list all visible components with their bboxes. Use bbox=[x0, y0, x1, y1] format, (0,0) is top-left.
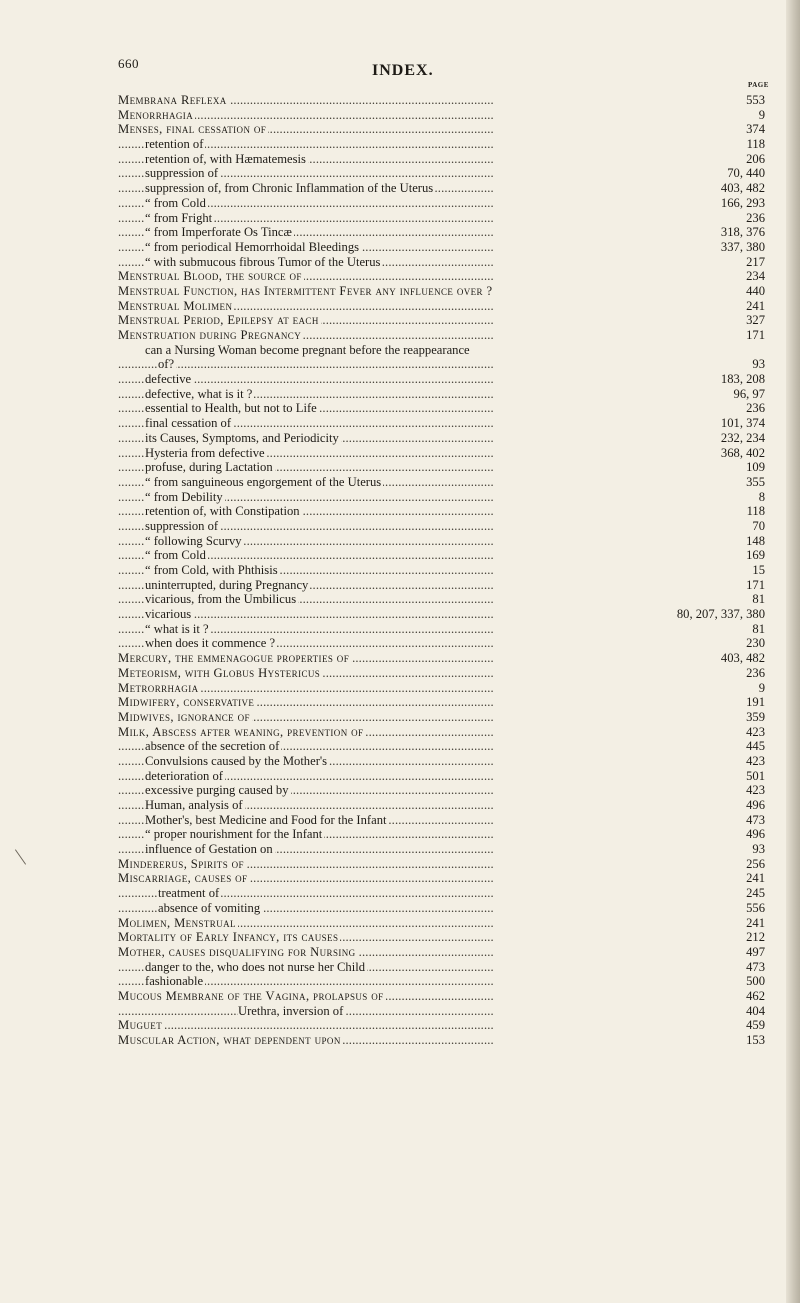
index-entry bbox=[118, 607, 765, 622]
index-entry bbox=[118, 446, 765, 461]
entry-pages: 236 bbox=[746, 210, 765, 225]
entry-pages: 236 bbox=[746, 401, 765, 416]
index-entry bbox=[118, 548, 765, 563]
entry-text: Membrana Reflexa bbox=[118, 93, 227, 107]
entry-pages: 445 bbox=[746, 739, 765, 754]
entry-text: Mother's, best Medicine and Food for the Infant bbox=[145, 812, 387, 827]
entry-pages: 318, 376 bbox=[720, 225, 765, 240]
index-entry bbox=[118, 710, 765, 725]
entry-text: Menorrhagia bbox=[118, 107, 194, 122]
entry-text: retention of bbox=[145, 137, 204, 152]
index-entry bbox=[118, 313, 765, 328]
entry-text: “ with submucous fibrous Tumor of the Uterus bbox=[145, 254, 381, 269]
entry-pages: 70 bbox=[752, 518, 765, 533]
entry-text: when does it commence ? bbox=[145, 636, 276, 651]
entry-text: Miscarriage, causes of bbox=[118, 871, 248, 886]
entry-pages: 403, 482 bbox=[720, 181, 765, 196]
page-edge bbox=[786, 0, 800, 1303]
entry-pages: 9 bbox=[758, 107, 765, 122]
index-entry bbox=[118, 769, 765, 784]
entry-text: vicarious, from the Umbilicus bbox=[145, 592, 297, 607]
entry-pages: 169 bbox=[746, 548, 765, 563]
entry-text: profuse, during Lactation bbox=[145, 460, 273, 475]
entry-pages: 212 bbox=[746, 930, 765, 945]
entry-pages: 423 bbox=[746, 724, 765, 739]
entry-pages: 245 bbox=[746, 886, 765, 901]
entry-pages: 206 bbox=[746, 151, 765, 166]
index-entry bbox=[118, 783, 765, 798]
index-entry bbox=[118, 519, 765, 534]
index-entry bbox=[118, 401, 765, 416]
entry-pages: 217 bbox=[746, 254, 765, 269]
entry-text: Mucous Membrane of the Vagina, prolapsus of bbox=[118, 988, 384, 1003]
index-entry bbox=[118, 475, 765, 490]
entry-text: Menstrual Blood, the source of bbox=[118, 269, 302, 284]
entry-pages: 232, 234 bbox=[720, 430, 765, 445]
entry-text: excessive purging caused by bbox=[145, 783, 289, 798]
entry-text: treatment of bbox=[158, 886, 220, 901]
entry-text: of? bbox=[158, 357, 175, 372]
entry-text: Meteorism, with Globus Hystericus bbox=[118, 665, 321, 680]
entry-text: its Causes, Symptoms, and Periodicity bbox=[145, 430, 339, 445]
entry-pages: 118 bbox=[746, 504, 765, 519]
entry-text: Menstrual Molimen bbox=[118, 298, 233, 313]
entry-text: absence of the secretion of bbox=[145, 739, 280, 754]
index-entry bbox=[118, 328, 765, 343]
index-entry bbox=[118, 945, 765, 960]
index-entry bbox=[118, 725, 765, 740]
index-entry bbox=[118, 651, 765, 666]
entry-text: Menstrual Function, has Intermittent Fever any influence over ? bbox=[118, 283, 493, 298]
entry-text: deterioration of bbox=[145, 768, 223, 783]
index-entry bbox=[118, 871, 765, 886]
index-entry bbox=[118, 974, 765, 989]
entry-text: absence of vomiting bbox=[158, 900, 261, 915]
entry-pages: 230 bbox=[746, 636, 765, 651]
entry-pages: 553 bbox=[746, 93, 765, 107]
entry-text: “ following Scurvy bbox=[145, 533, 242, 548]
index-entry bbox=[118, 960, 765, 975]
index-entry bbox=[118, 181, 765, 196]
entry-pages: 500 bbox=[746, 974, 765, 989]
entry-pages: 501 bbox=[746, 768, 765, 783]
entry-text: suppression of, from Chronic Inflammation of the Uterus bbox=[145, 181, 434, 196]
entry-pages: 368, 402 bbox=[720, 445, 765, 460]
entry-text: Convulsions caused by the Mother's bbox=[145, 753, 328, 768]
entry-text: Human, analysis of bbox=[145, 798, 243, 812]
entry-pages: 359 bbox=[746, 709, 765, 724]
index-entry bbox=[118, 93, 765, 108]
entry-pages: 81 bbox=[752, 592, 765, 607]
index-entry bbox=[118, 372, 765, 387]
entry-pages: 473 bbox=[746, 812, 765, 827]
entry-text: uninterrupted, during Pregnancy bbox=[145, 577, 309, 592]
entry-text: retention of, with Hæmatemesis bbox=[145, 151, 306, 166]
entry-text: “ proper nourishment for the Infant bbox=[145, 827, 323, 842]
entry-text: Milk, Abscess after weaning, prevention of bbox=[118, 724, 364, 739]
entry-pages: 234 bbox=[746, 269, 765, 284]
entry-text: Menstruation during Pregnancy bbox=[118, 328, 302, 342]
entry-text: suppression of bbox=[145, 166, 219, 181]
index-entry bbox=[118, 534, 765, 549]
entry-text: Molimen, Menstrual bbox=[118, 915, 236, 930]
index-entry bbox=[118, 137, 765, 152]
index-entry bbox=[118, 387, 765, 402]
index-entry bbox=[118, 636, 765, 651]
entry-text: Metrorrhagia bbox=[118, 680, 199, 695]
index-entry bbox=[118, 108, 765, 123]
entry-pages: 153 bbox=[746, 1033, 765, 1047]
index-entry bbox=[118, 299, 765, 314]
index-entry bbox=[118, 122, 765, 137]
entry-pages: 556 bbox=[746, 900, 765, 915]
entry-pages: 497 bbox=[746, 944, 765, 959]
entry-pages: 148 bbox=[746, 533, 765, 548]
index-entry bbox=[118, 886, 765, 901]
entry-pages: 355 bbox=[746, 474, 765, 489]
entry-pages: 15 bbox=[752, 563, 765, 577]
index-entry bbox=[118, 622, 765, 637]
index-entry bbox=[118, 196, 765, 211]
entry-pages: 241 bbox=[746, 298, 765, 313]
entry-pages: 93 bbox=[752, 357, 765, 372]
entry-pages: 166, 293 bbox=[720, 195, 765, 210]
entry-text: defective, what is it ? bbox=[145, 386, 253, 401]
index-entry bbox=[118, 842, 765, 857]
entry-text: Mortality of Early Infancy, its causes bbox=[118, 930, 339, 945]
index-entry bbox=[118, 255, 765, 270]
entry-pages: 496 bbox=[746, 827, 765, 842]
index-entry bbox=[118, 754, 765, 769]
entry-pages: 241 bbox=[746, 871, 765, 886]
page-column-label: PAGE bbox=[748, 81, 769, 89]
entry-text: “ from Cold bbox=[145, 548, 206, 563]
index-entry bbox=[118, 240, 765, 255]
index-entry bbox=[118, 431, 765, 446]
index-entry bbox=[118, 813, 765, 828]
entry-text: Urethra, inversion of bbox=[238, 1003, 344, 1018]
entry-text: Hysteria from defective bbox=[145, 445, 265, 460]
entry-text: can a Nursing Woman become pregnant before the reappearance bbox=[145, 342, 470, 357]
index-entry bbox=[118, 343, 765, 358]
entry-text: Mother, causes disqualifying for Nursing bbox=[118, 944, 356, 959]
entry-text: suppression of bbox=[145, 518, 219, 533]
entry-pages: 9 bbox=[758, 680, 765, 695]
entry-text: Mindererus, Spirits of bbox=[118, 856, 244, 871]
entry-pages: 440 bbox=[746, 283, 765, 298]
entry-text: Menses, final cessation of bbox=[118, 122, 267, 137]
entry-pages: 496 bbox=[746, 798, 765, 812]
running-head: INDEX. bbox=[372, 62, 434, 79]
entry-pages: 101, 374 bbox=[720, 416, 765, 431]
index-entry bbox=[118, 592, 765, 607]
index-entry bbox=[118, 1033, 765, 1048]
index-entry bbox=[118, 857, 765, 872]
index-entry bbox=[118, 798, 765, 813]
index-entry bbox=[118, 989, 765, 1004]
entry-text: “ from Cold bbox=[145, 195, 206, 210]
entry-pages: 236 bbox=[746, 665, 765, 680]
entry-pages: 171 bbox=[746, 577, 765, 592]
index-entry bbox=[118, 563, 765, 578]
entry-text: retention of, with Constipation bbox=[145, 504, 300, 519]
index-entry bbox=[118, 284, 765, 299]
index-entry bbox=[118, 916, 765, 931]
index-entry bbox=[118, 695, 765, 710]
index-entry bbox=[118, 930, 765, 945]
entry-text: vicarious bbox=[145, 607, 192, 622]
entry-text: defective bbox=[145, 372, 192, 387]
entry-pages: 403, 482 bbox=[720, 651, 765, 666]
entry-text: “ from sanguineous engorgement of the Uterus bbox=[145, 474, 382, 489]
entry-text: Muscular Action, what dependent upon bbox=[118, 1033, 341, 1047]
entry-text: fashionable bbox=[145, 974, 204, 989]
entry-pages: 191 bbox=[746, 695, 765, 710]
index-entry bbox=[118, 1004, 765, 1019]
entry-pages: 183, 208 bbox=[720, 372, 765, 387]
page-number: 660 bbox=[118, 56, 139, 71]
index-entry bbox=[118, 490, 765, 505]
entry-text: “ what is it ? bbox=[145, 621, 209, 636]
entry-text: “ from Imperforate Os Tincæ bbox=[145, 225, 292, 240]
entry-pages: 171 bbox=[746, 328, 765, 342]
entry-pages: 256 bbox=[746, 856, 765, 871]
margin-mark bbox=[15, 849, 26, 864]
index-entry bbox=[118, 504, 765, 519]
entry-text: “ from Debility bbox=[145, 489, 223, 504]
index-entry bbox=[118, 211, 765, 226]
entry-pages: 70, 440 bbox=[727, 166, 765, 181]
entry-pages: 459 bbox=[746, 1018, 765, 1033]
entry-pages: 473 bbox=[746, 959, 765, 974]
index-entry bbox=[118, 739, 765, 754]
entry-pages: 374 bbox=[746, 122, 765, 137]
entry-text: influence of Gestation on bbox=[145, 842, 273, 857]
index-entry bbox=[118, 269, 765, 284]
entry-text: “ from Cold, with Phthisis bbox=[145, 563, 278, 577]
index-entry bbox=[118, 1018, 765, 1033]
entry-pages: 337, 380 bbox=[720, 239, 765, 254]
entry-text: Mercury, the emmenagogue properties of bbox=[118, 651, 350, 666]
index-entry bbox=[118, 827, 765, 842]
entry-pages: 109 bbox=[746, 460, 765, 475]
entry-pages: 96, 97 bbox=[733, 386, 765, 401]
index-entry bbox=[118, 578, 765, 593]
index-entries bbox=[118, 93, 765, 1048]
entry-text: Muguet bbox=[118, 1018, 163, 1033]
entry-pages: 404 bbox=[746, 1003, 765, 1018]
entry-text: danger to the, who does not nurse her Child bbox=[145, 959, 365, 974]
index-entry bbox=[118, 681, 765, 696]
entry-pages: 118 bbox=[746, 137, 765, 152]
entry-pages: 8 bbox=[758, 489, 765, 504]
index-entry bbox=[118, 166, 765, 181]
entry-pages: 423 bbox=[746, 783, 765, 798]
entry-text: Midwifery, conservative bbox=[118, 695, 255, 710]
entry-text: “ from periodical Hemorrhoidal Bleedings bbox=[145, 239, 360, 254]
index-entry bbox=[118, 460, 765, 475]
entry-pages: 80, 207, 337, 380 bbox=[676, 607, 765, 622]
entry-pages: 241 bbox=[746, 915, 765, 930]
entry-pages: 327 bbox=[746, 313, 765, 328]
entry-pages: 81 bbox=[752, 621, 765, 636]
entry-text: final cessation of bbox=[145, 416, 232, 431]
index-entry bbox=[118, 901, 765, 916]
index-entry bbox=[118, 357, 765, 372]
entry-text: “ from Fright bbox=[145, 210, 213, 225]
index-entry bbox=[118, 416, 765, 431]
entry-text: Menstrual Period, Epilepsy at each bbox=[118, 313, 319, 328]
entry-text: Midwives, ignorance of bbox=[118, 709, 250, 724]
entry-pages: 93 bbox=[752, 842, 765, 857]
entry-pages: 462 bbox=[746, 988, 765, 1003]
entry-pages: 423 bbox=[746, 753, 765, 768]
index-entry bbox=[118, 666, 765, 681]
index-entry bbox=[118, 152, 765, 167]
entry-text: essential to Health, but not to Life bbox=[145, 401, 317, 416]
index-entry bbox=[118, 225, 765, 240]
